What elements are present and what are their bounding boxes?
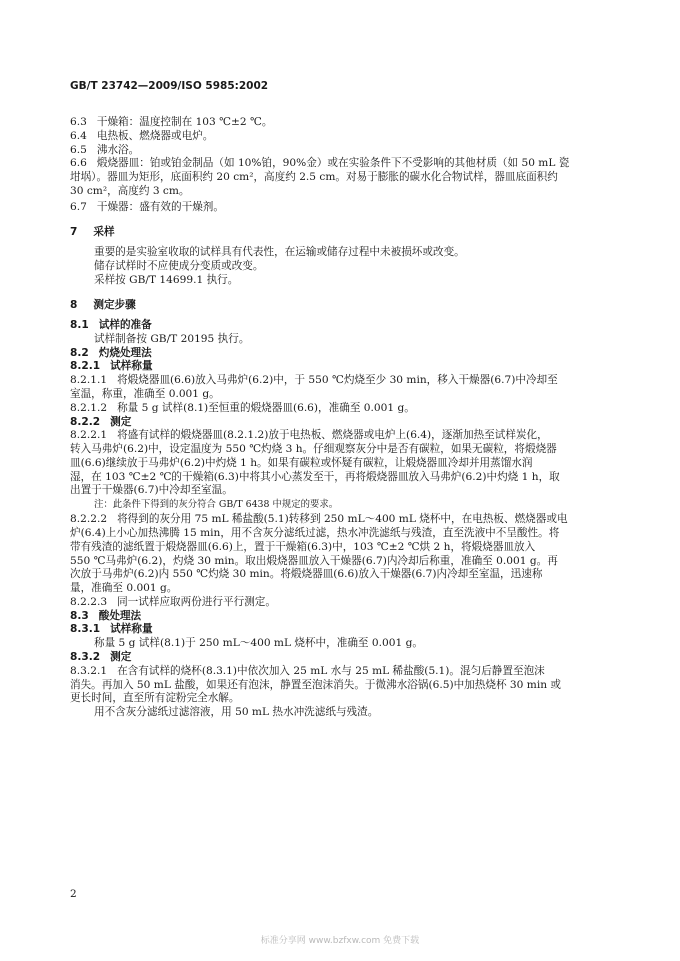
clause-number: 8.2.1 [70,360,101,373]
clause-title: 酸处理法 [98,609,142,622]
clause-text-line: 炉(6.4)上小心加热沸腾 15 min，用不含灰分滤纸过滤，热水冲洗滤纸与残渣，直至洗液中不呈酸性。将 [70,527,560,540]
clause-6-5 [70,144,622,158]
clause-text: 称量 5 g 试样(8.1)至恒重的煅烧器皿(6.6)，准确至 0.001 g。 [117,401,415,414]
clause-8-2-1-2 [70,402,622,416]
page-number: 2 [70,888,77,900]
clause-text-line: 室温，称重，准确至 0.001 g。 [70,388,220,401]
clause-text: 干燥器：盛有效的干燥剂。 [96,200,224,213]
clause-text-line: 量，准确至 0.001 g。 [70,582,178,595]
clause-8-1-heading [70,319,622,333]
clause-text: 电热板、燃烧器或电炉。 [96,129,214,142]
clause-number: 8.3.2.1 [70,664,108,677]
clause-text-line: 皿(6.6)继续放于马弗炉(6.2)中灼烧 1 h。如果有碳粒或怀疑有碳粒，让煅烧器皿冷却并用蒸馏水润 [70,456,533,469]
clause-text-line: 将得到的灰分用 75 mL 稀盐酸(5.1)转移到 250 mL～400 mL 烧杯中，在电热板、燃烧器或电 [117,513,568,526]
clause-number: 8.2.2 [70,415,101,428]
section-8-heading [70,299,622,313]
section-7-heading [70,226,622,240]
clause-number: 8.2.2.3 [70,595,108,608]
clause-number: 6.4 [70,129,87,142]
clause-number: 8.1 [70,319,89,332]
clause-6-7 [70,201,622,215]
paragraph: 采样按 GB/T 14699.1 执行。 [94,273,239,286]
clause-text: 称量 5 g 试样(8.1)于 250 mL～400 mL 烧杯中，准确至 0.001 g。 [94,637,423,650]
clause-number: 6.3 [70,116,87,128]
clause-text-line: 坩埚）。器皿为矩形，底面积约 20 cm²，高度约 2.5 cm。对易于膨胀的碳水化合物试样，器皿底面积约 [70,171,558,184]
clause-8-2-heading [70,347,622,361]
clause-text: 试样制备按 GB/T 20195 执行。 [94,332,250,345]
clause-number: 8.3.1 [70,623,101,636]
clause-text-line: 带有残渣的滤纸置于煅烧器皿(6.6)上，置于干燥箱(6.3)中，103 ℃±2 ℃烘 2 h，将煅烧器皿放入 [70,540,536,553]
clause-number: 6.5 [70,143,87,156]
clause-text-line: 30 cm²，高度约 3 cm。 [70,184,190,197]
section-7-body [70,246,622,287]
clause-title: 试样称量 [110,623,153,636]
standard-code-header: GB/T 23742—2009/ISO 5985:2002 [70,80,269,92]
paragraph: 重要的是实验室收取的试样具有代表性，在运输或储存过程中未被损坏或改变。 [94,246,465,259]
clause-number: 8.3.2 [70,651,101,664]
clause-6-6 [70,157,622,198]
clause-8-2-2-1 [70,429,622,511]
clause-text-line: 消失。再加入 50 mL 盐酸，如果还有泡沫，静置至泡沫消失。于微沸水浴锅(6.5)中加热烧杯 30 min 或 [70,678,561,691]
clause-number: 6.7 [70,200,87,213]
section-number: 8 [70,299,78,312]
clause-number: 8.2.2.1 [70,429,108,442]
clause-text-line: 将盛有试样的煅烧器皿(8.2.1.2)放于电热板、燃烧器或电炉上(6.4)，逐渐加热至试样炭化， [117,429,548,442]
clause-8-2-2-3 [70,596,622,610]
clause-6-3 [70,116,622,130]
clause-6-4 [70,130,622,144]
clause-title: 试样的准备 [98,319,152,332]
clause-title: 测定 [110,651,132,664]
clause-text-line: 湿，在 103 ℃±2 ℃的干燥箱(6.3)中将其小心蒸发至干，再将煅烧器皿放入马弗炉(6.2)中灼烧 1 h，取 [70,470,560,483]
section-number: 7 [70,226,78,239]
clause-8-3-heading [70,610,622,624]
section-title: 测定步骤 [93,299,136,312]
clause-number: 8.2.1.1 [70,374,108,387]
clause-8-2-2-2 [70,513,622,596]
clause-text-line: 出置于干燥器(6.7)中冷却至室温。 [70,484,233,497]
clause-text-line: 更长时间，直至所有淀粉完全水解。 [70,692,240,705]
clause-title: 试样称量 [110,360,153,373]
paragraph: 储存试样时不应使成分变质或改变。 [94,259,264,272]
clause-text: 同一试样应取两份进行平行测定。 [117,595,276,608]
clause-number: 8.2.1.2 [70,401,108,414]
clause-text-line: 将煅烧器皿(6.6)放入马弗炉(6.2)中，于 550 ℃灼烧至少 30 min，移入干燥器(6.7)中冷却至 [117,374,558,387]
clause-text-line: 550 ℃马弗炉(6.2)，灼烧 30 min。取出煅烧器皿放入干燥器(6.7)内冷却后称重，准确至 0.001 g。再 [70,554,558,567]
clause-8-3-1-heading [70,623,622,637]
document-body [70,116,622,720]
clause-text: 沸水浴。 [96,143,140,156]
clause-number: 8.2 [70,346,89,359]
clause-text-line: 转入马弗炉(6.2)中，设定温度为 550 ℃灼烧 3 h。仔细观察灰分中是否有碳粒，如果无碳粒，将煅烧器 [70,443,557,456]
clause-number: 8.3 [70,609,89,622]
clause-text-line: 在含有试样的烧杯(8.3.1)中依次加入 25 mL 水与 25 mL 稀盐酸(5.1)。混匀后静置至泡沫 [117,664,545,677]
clause-text-line: 次放于马弗炉(6.2)内 550 ℃灼烧 30 min。将煅烧器皿(6.6)放入干燥器(6.7)内冷却至室温，迅速称 [70,568,543,581]
note: 注：此条件下得到的灰分符合 GB/T 6438 中规定的要求。 [94,499,339,511]
clause-title: 灼烧处理法 [98,346,152,359]
clause-8-3-2-1 [70,665,622,720]
clause-number: 8.2.2.2 [70,513,108,526]
clause-text-line: 煅烧器皿：铂或铂金制品（如 10%铂，90%金）或在实验条件下不受影响的其他材质（如 50 mL 瓷 [96,157,570,170]
watermark-text: 标准分享网 www.bzfxw.com 免费下载 [260,936,420,946]
clause-8-2-1-1 [70,374,622,402]
clause-number: 6.6 [70,157,87,170]
clause-text-line: 用不含灰分滤纸过滤溶液，用 50 mL 热水冲洗滤纸与残渣。 [94,706,379,719]
clause-8-2-2-heading [70,416,622,430]
clause-title: 测定 [110,415,132,428]
clause-text: 干燥箱：温度控制在 103 ℃±2 ℃。 [96,116,273,128]
clause-8-3-2-heading [70,651,622,665]
clause-8-2-1-heading [70,360,622,374]
section-title: 采样 [93,226,115,239]
